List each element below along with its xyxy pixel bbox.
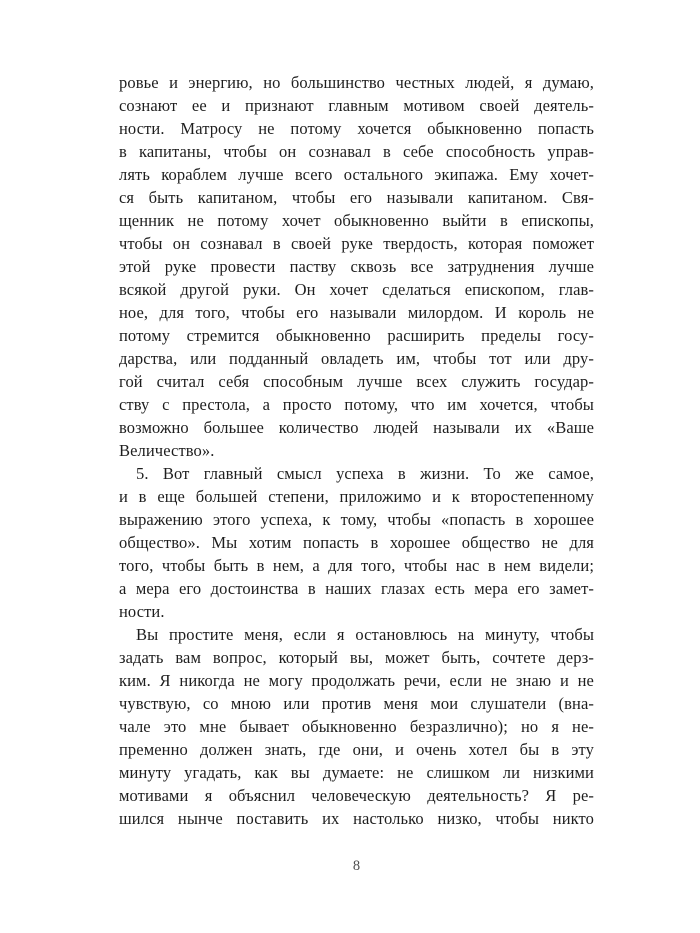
text-line: а мера его достоинства в наших глазах есть мера его замет- (119, 579, 594, 598)
text-line: ности. (119, 602, 165, 621)
text-line: ству с престола, а просто потому, что им хочется, чтобы (119, 395, 594, 414)
text-line: ким. Я никогда не могу продолжать речи, если не знаю и не (119, 671, 594, 690)
text-line: чале это мне бывает обыкновенно безразлично); но я не- (119, 717, 594, 736)
text-line: ное, для того, чтобы его называли милордом. И король не (119, 303, 594, 322)
text-line: чувствую, со мною или против меня мои слушатели (вна- (119, 694, 594, 713)
text-line: в капитаны, чтобы он сознавал в себе способность управ- (119, 142, 594, 161)
text-line: того, чтобы быть в нем, а для того, чтобы нас в нем видели; (119, 556, 594, 575)
text-line: щенник не потому хочет обыкновенно выйти в епископы, (119, 211, 594, 230)
text-line: пременно должен знать, где они, и очень хотел бы в эту (119, 740, 594, 759)
text-line: гой считал себя способным лучше всех служить государ- (119, 372, 594, 391)
text-line: шился нынче поставить их настолько низко, чтобы никто (119, 809, 594, 828)
text-line: дарства, или подданный овладеть им, чтобы тот или дру- (119, 349, 594, 368)
text-block (119, 71, 594, 830)
text-line: Вы простите меня, если я остановлюсь на минуту, чтобы (136, 625, 594, 644)
text-line: ности. Матросу не потому хочется обыкновенно попасть (119, 119, 594, 138)
text-line: минуту угадать, как вы думаете: не слишком ли низкими (119, 763, 594, 782)
text-line: задать вам вопрос, который вы, может быть, сочтете дерз- (119, 648, 594, 667)
text-line: сознают ее и признают главным мотивом своей деятель- (119, 96, 594, 115)
text-line: возможно большее количество людей называли их «Ваше (119, 418, 594, 437)
text-line: Величество». (119, 441, 215, 460)
text-line: ся быть капитаном, чтобы его называли капитаном. Свя- (119, 188, 594, 207)
text-line: общество». Мы хотим попасть в хорошее общество не для (119, 533, 594, 552)
text-line: выражению этого успеха, к тому, чтобы «попасть в хорошее (119, 510, 594, 529)
text-line: 5. Вот главный смысл успеха в жизни. То же самое, (136, 464, 594, 483)
text-line: всякой другой руки. Он хочет сделаться епископом, глав- (119, 280, 594, 299)
page-number: 8 (352, 858, 361, 874)
text-line: чтобы он сознавал в своей руке твердость, которая поможет (119, 234, 594, 253)
text-line: и в еще большей степени, приложимо и к второстепенному (119, 487, 594, 506)
text-line: ровье и энергию, но большинство честных людей, я думаю, (119, 73, 594, 92)
text-line: мотивами я объяснил человеческую деятельность? Я ре- (119, 786, 594, 805)
text-line: лять кораблем лучше всего остального экипажа. Ему хочет- (119, 165, 594, 184)
text-line: этой руке провести паству сквозь все затруднения лучше (119, 257, 594, 276)
text-line: потому стремится обыкновенно расширить пределы госу- (119, 326, 594, 345)
